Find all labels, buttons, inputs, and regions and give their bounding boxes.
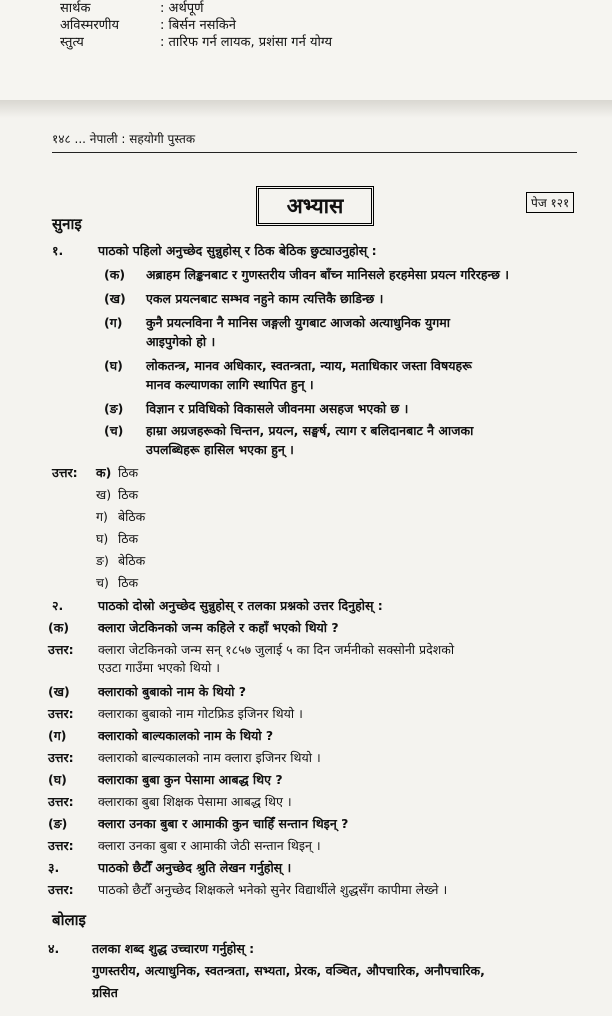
answer-label: उत्तर: xyxy=(48,642,74,657)
answer-item-text: ठिक xyxy=(118,487,139,502)
question-number: ४. xyxy=(48,941,60,956)
answer-text: पाठको छैटौँ अनुच्छेद शिक्षकले भनेको सुनेर विद्यार्थीले शुद्धसँग कापीमा लेख्ने । xyxy=(98,882,448,897)
gloss-word: स्तुत्य xyxy=(60,35,84,50)
question-text: पाठको पहिलो अनुच्छेद सुन्नुहोस् र ठिक बेठिक छुट्याउनुहोस् : xyxy=(98,243,377,258)
answer-item-label: घ) xyxy=(96,531,109,546)
gloss-word: सार्थक xyxy=(60,1,91,16)
answer-item-text: बेठिक xyxy=(118,509,146,524)
answer-item-label: क) xyxy=(96,465,112,480)
sub-question-text: क्लाराको बुबाको नाम के थियो ? xyxy=(98,684,247,699)
answer-text: क्लारा उनका बुबा र आमाकी जेठी सन्तान थिइन् । xyxy=(98,838,321,853)
item-text: मानव कल्याणका लागि स्थापित हुन् । xyxy=(146,377,314,392)
answer-label: उत्तर: xyxy=(48,838,74,853)
answer-text: क्लारा जेटकिनको जन्म सन् १८५७ जुलाई ५ का दिन जर्मनीको सक्सोनी प्रदेशको xyxy=(98,642,455,657)
gloss-meaning: : तारिफ गर्न लायक, प्रशंसा गर्न योग्य xyxy=(160,35,333,50)
answer-item-label: ङ) xyxy=(96,553,109,568)
question-text: पाठको दोस्रो अनुच्छेद सुन्नुहोस् र तलका प्रश्नको उत्तर दिनुहोस् : xyxy=(98,598,383,613)
sub-question-text: क्लाराका बुबा कुन पेसामा आबद्ध थिए ? xyxy=(98,772,283,787)
gloss-meaning: : अर्थपूर्ण xyxy=(160,1,204,16)
answer-text: क्लाराको बाल्यकालको नाम क्लारा इजिनर थियो । xyxy=(98,750,321,765)
item-text: विज्ञान र प्रविधिको विकासले जीवनमा असहज भएको छ । xyxy=(146,401,409,416)
word-list-text: गुणस्तरीय, अत्याधुनिक, स्वतन्त्रता, सभ्यता, प्रेरक, वञ्चित, औपचारिक, अनौपचारिक, xyxy=(92,963,485,978)
sub-question-label: (घ) xyxy=(48,772,67,787)
gloss-meaning: : बिर्सन नसकिने xyxy=(160,18,237,33)
sub-question-label: (ख) xyxy=(48,684,70,699)
sub-question-text: क्लारा उनका बुबा र आमाकी कुन चाहिँ सन्तान थिइन् ? xyxy=(98,816,349,831)
header-rule xyxy=(52,152,577,153)
item-text: एकल प्रयत्नबाट सम्भव नहुने काम त्यत्तिकै छाडिन्छ । xyxy=(146,291,384,306)
item-label: (ङ) xyxy=(104,401,124,416)
section-listening: सुनाइ xyxy=(52,215,82,233)
item-text: लोकतन्त्र, मानव अधिकार, स्वतन्त्रता, न्याय, मताधिकार जस्ता विषयहरू xyxy=(146,358,472,373)
exercise-title: अभ्यास xyxy=(256,186,374,226)
page-reference: पेज १२१ xyxy=(526,192,574,213)
answer-item-text: बेठिक xyxy=(118,553,146,568)
item-label: (च) xyxy=(104,423,124,438)
item-text: उपलब्धिहरू हासिल भएका हुन् । xyxy=(146,442,294,457)
gloss-word: अविस्मरणीय xyxy=(60,18,119,33)
answer-text: क्लाराका बुबाको नाम गोटफ्रिड इजिनर थियो । xyxy=(98,706,303,721)
answer-text: एउटा गाउँमा भएको थियो । xyxy=(98,660,221,675)
question-number: ३. xyxy=(48,860,60,875)
gloss-row xyxy=(60,17,332,34)
answer-item-text: ठिक xyxy=(118,465,139,480)
answer-label: उत्तर: xyxy=(52,465,78,480)
item-label: (घ) xyxy=(104,358,123,373)
question-number: २. xyxy=(52,598,64,613)
answer-label: उत्तर: xyxy=(48,794,74,809)
item-label: (ख) xyxy=(104,291,126,306)
question-number: १. xyxy=(52,243,64,258)
answer-label: उत्तर: xyxy=(48,882,74,897)
gloss-row xyxy=(60,0,332,17)
sub-question-label: (ग) xyxy=(48,728,67,743)
answer-item-label: ग) xyxy=(96,509,108,524)
gloss-row xyxy=(60,34,332,51)
question-text: पाठको छैटौँ अनुच्छेद श्रुति लेखन गर्नुहोस् । xyxy=(98,860,292,875)
question-text: तलका शब्द शुद्ध उच्चारण गर्नुहोस् : xyxy=(92,941,255,956)
answer-label: उत्तर: xyxy=(48,750,74,765)
answer-item-label: च) xyxy=(96,575,109,590)
running-header: १४८ ... नेपाली : सहयोगी पुस्तक xyxy=(52,132,196,146)
item-text: हाम्रा अग्रजहरूको चिन्तन, प्रयत्न, सङ्घर्ष, त्याग र बलिदानबाट नै आजका xyxy=(146,423,474,438)
answer-item-label: ख) xyxy=(96,487,112,502)
sub-question-text: क्लाराको बाल्यकालको नाम के थियो ? xyxy=(98,728,274,743)
page-fold-shadow xyxy=(0,100,612,118)
answer-label: उत्तर: xyxy=(48,706,74,721)
sub-question-label: (ङ) xyxy=(48,816,68,831)
glossary xyxy=(60,0,332,51)
item-label: (क) xyxy=(104,267,126,282)
word-list-text: ग्रसित xyxy=(92,985,118,1000)
item-text: अब्राहम लिङ्कनबाट र गुणस्तरीय जीवन बाँच्न मानिसले हरहमेसा प्रयत्न गरिरहन्छ । xyxy=(146,267,509,282)
answer-item-text: ठिक xyxy=(118,531,139,546)
answer-item-text: ठिक xyxy=(118,575,139,590)
section-speaking: बोलाइ xyxy=(52,911,86,929)
sub-question-label: (क) xyxy=(48,620,70,635)
sub-question-text: क्लारा जेटकिनको जन्म कहिले र कहाँ भएको थियो ? xyxy=(98,620,339,635)
item-text: आइपुगेको हो । xyxy=(146,334,216,349)
answer-text: क्लाराका बुबा शिक्षक पेसामा आबद्ध थिए । xyxy=(98,794,292,809)
item-text: कुनै प्रयत्नविना नै मानिस जङ्गली युगबाट आजको अत्याधुनिक युगमा xyxy=(146,315,451,330)
item-label: (ग) xyxy=(104,315,123,330)
